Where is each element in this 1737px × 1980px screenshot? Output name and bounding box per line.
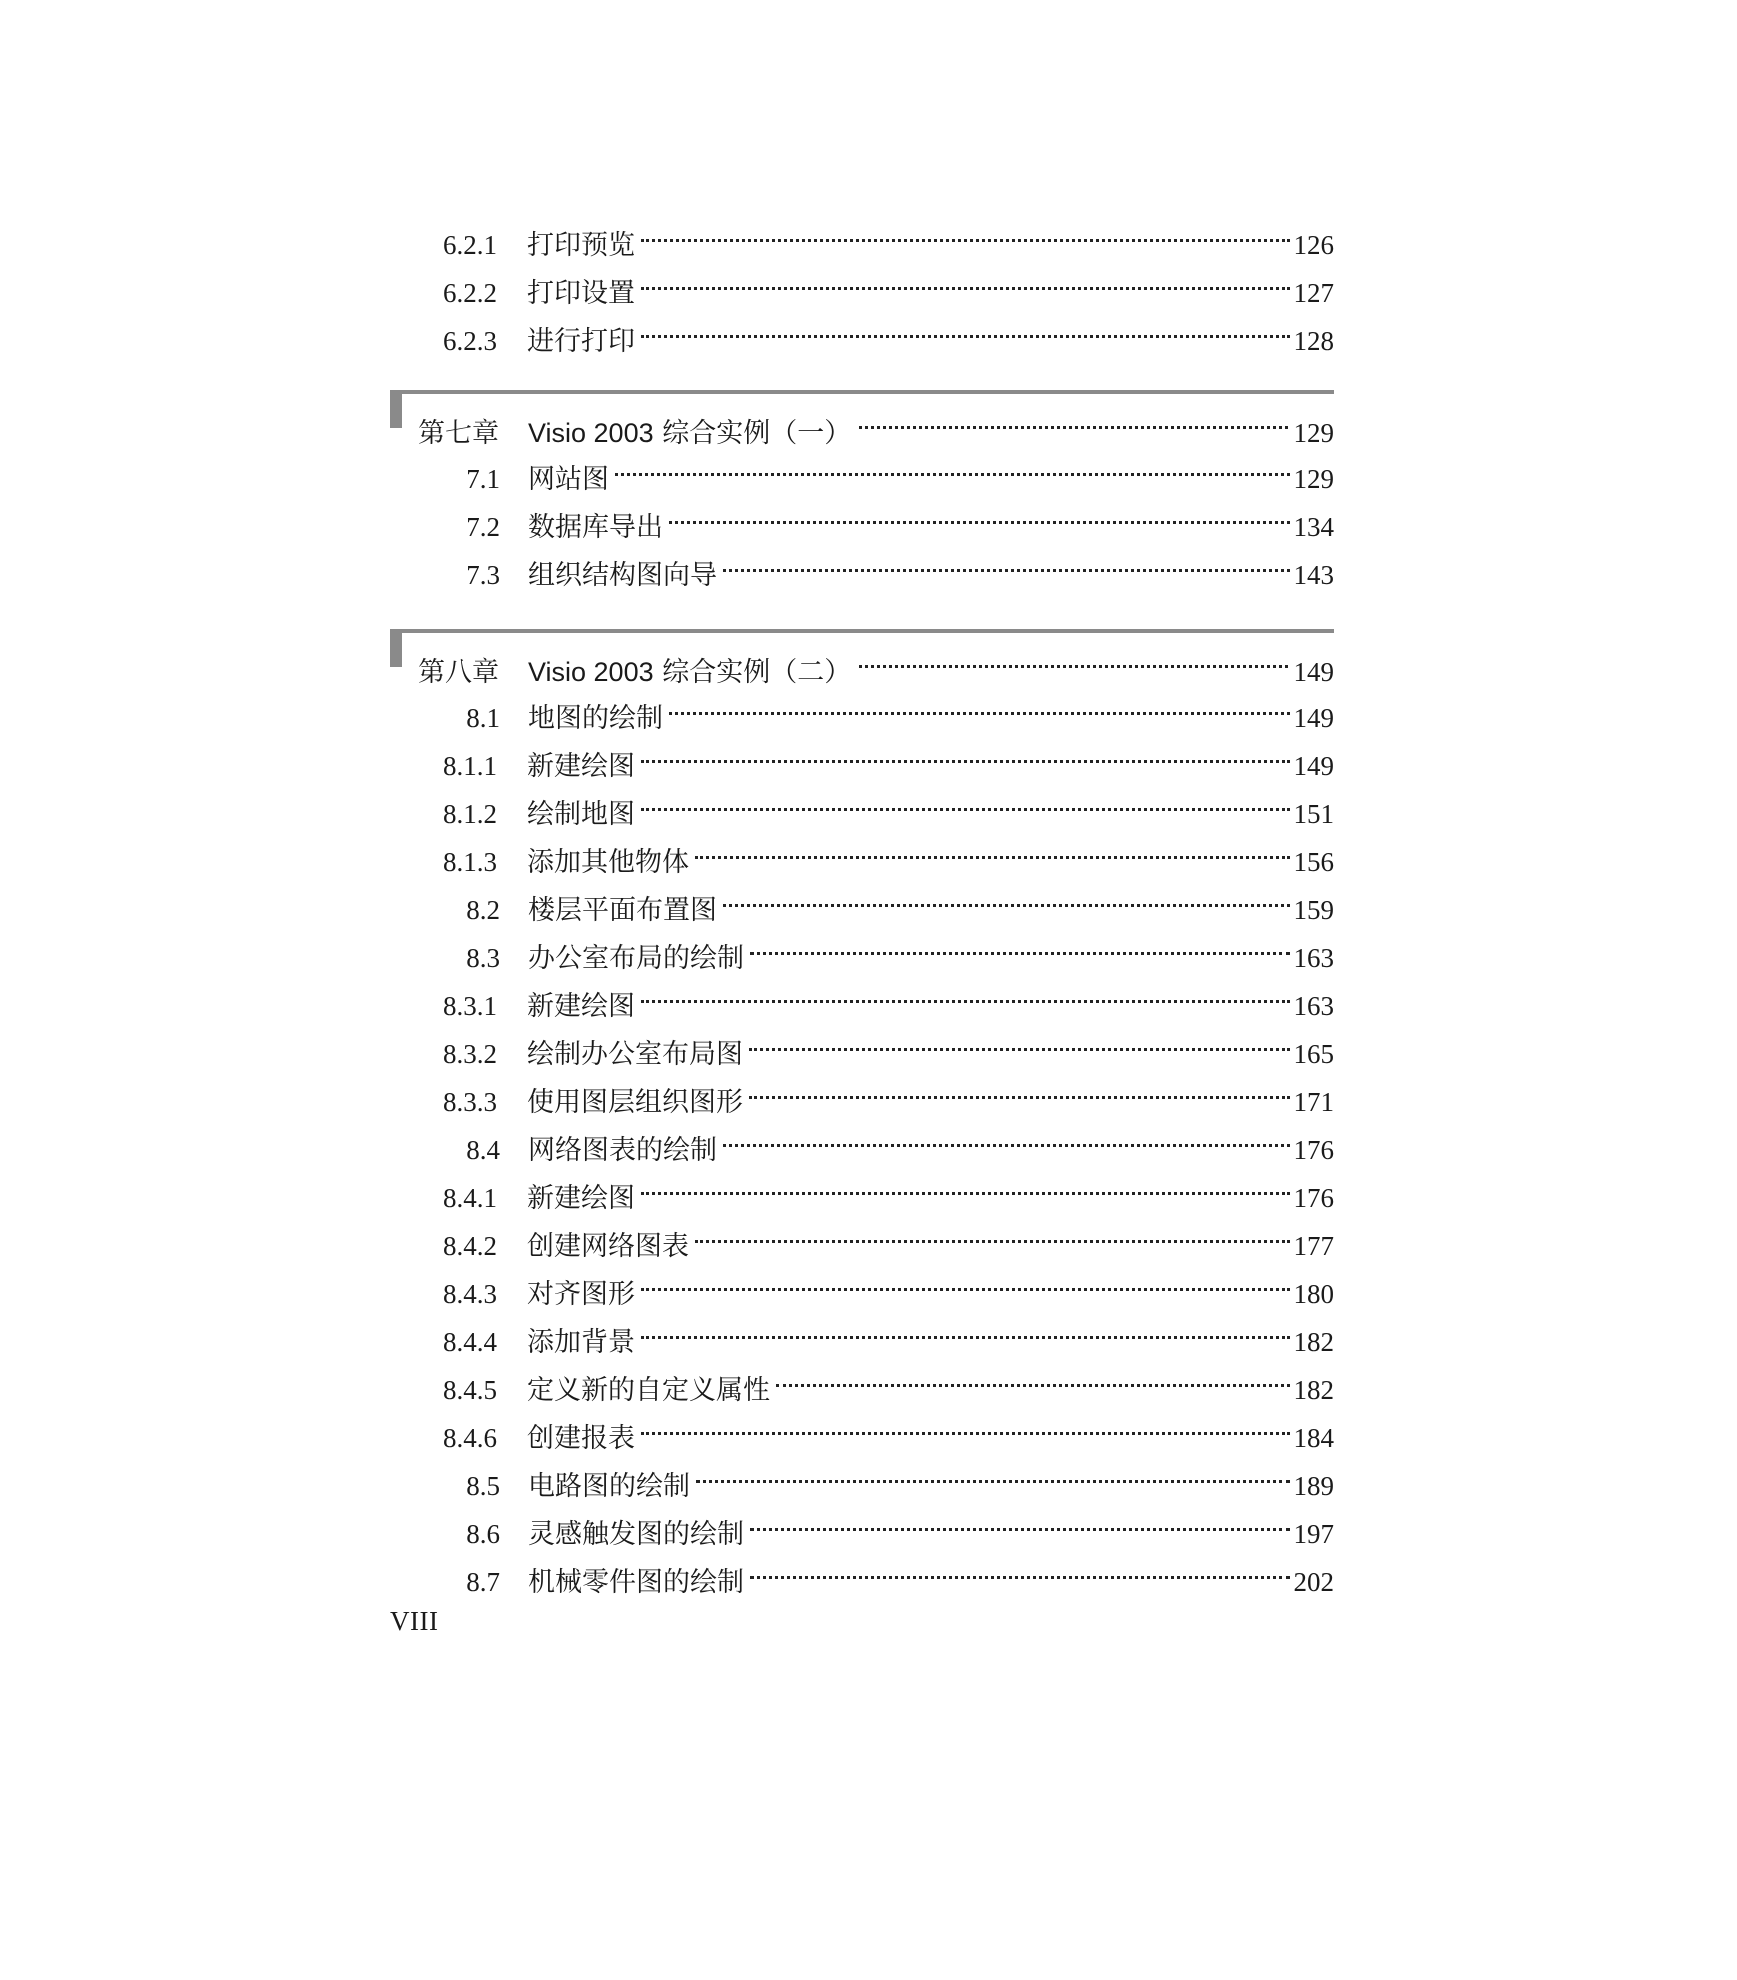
chapter-title-latin: Visio 2003 [528, 657, 654, 687]
dot-leader [639, 1303, 1292, 1351]
chapter-title-cjk: 综合实例（二） [653, 657, 852, 688]
entry-number: 8.4.5 [443, 1375, 497, 1405]
entry-page: 189 [1293, 1471, 1334, 1501]
entry-title: 新建绘图 [527, 1183, 635, 1214]
dot-leader [639, 1255, 1292, 1303]
entry-title: 定义新的自定义属性 [527, 1375, 770, 1406]
entry-title: 电路图的绘制 [528, 1471, 690, 1502]
entry-title: 创建网络图表 [527, 1231, 689, 1262]
entry-number: 8.4.3 [443, 1279, 497, 1309]
entry-page: 176 [1293, 1135, 1334, 1165]
entry-page: 165 [1293, 1039, 1334, 1069]
entry-page: 184 [1293, 1423, 1334, 1453]
dot-leader [748, 1495, 1292, 1543]
dot-leader [639, 206, 1292, 254]
entry-number: 8.1.1 [443, 751, 497, 781]
entry-number: 6.2.2 [443, 278, 497, 308]
entry-number: 6.2.3 [443, 326, 497, 356]
entry-title: 添加背景 [527, 1327, 635, 1358]
entry-number: 8.4.2 [443, 1231, 497, 1261]
chapter-marker [390, 390, 402, 428]
entry-number: 8.4.4 [443, 1327, 497, 1357]
entry-page: 163 [1293, 943, 1334, 973]
toc-chapter-8 [390, 629, 1334, 1598]
dot-leader [639, 254, 1292, 302]
entry-number: 8.7 [466, 1567, 500, 1597]
entry-page: 171 [1293, 1087, 1334, 1117]
dot-leader [721, 871, 1292, 919]
chapter-8-entries [390, 679, 1334, 1598]
entry-title: 新建绘图 [527, 751, 635, 782]
page-folio: VIII [390, 1606, 439, 1636]
entry-page: 129 [1293, 464, 1334, 494]
entry-page: 149 [1293, 703, 1334, 733]
entry-title: 机械零件图的绘制 [528, 1567, 744, 1598]
entry-number: 8.4.6 [443, 1423, 497, 1453]
dot-leader [721, 1111, 1292, 1159]
entry-page: 180 [1293, 1279, 1334, 1309]
dot-leader [667, 488, 1292, 536]
entry-title: 使用图层组织图形 [527, 1087, 743, 1118]
entry-page: 128 [1293, 326, 1334, 356]
dot-leader [639, 1399, 1292, 1447]
dot-leader [667, 679, 1292, 727]
entry-title: 灵感触发图的绘制 [528, 1519, 744, 1550]
entry-page: 202 [1293, 1567, 1334, 1597]
chapter-title-latin: Visio 2003 [528, 418, 654, 448]
entry-title: 新建绘图 [527, 991, 635, 1022]
entry-title: 地图的绘制 [528, 703, 663, 734]
entry-number: 7.1 [466, 464, 500, 494]
entry-title: 组织结构图向导 [528, 560, 717, 591]
dot-leader [774, 1351, 1292, 1399]
entry-page: 143 [1293, 560, 1334, 590]
entry-page: 197 [1293, 1519, 1334, 1549]
entry-number: 8.4.1 [443, 1183, 497, 1213]
entry-page: 182 [1293, 1375, 1334, 1405]
entry-title: 绘制地图 [527, 799, 635, 830]
dot-leader [639, 1159, 1292, 1207]
dot-leader [639, 775, 1292, 823]
dot-leader [857, 633, 1289, 681]
entry-title: 创建报表 [527, 1423, 635, 1454]
entry-number: 8.3 [466, 943, 500, 973]
entry-number: 8.4 [466, 1135, 500, 1165]
dot-leader [857, 394, 1289, 442]
dot-leader [747, 1063, 1292, 1111]
entry-number: 8.2 [466, 895, 500, 925]
dot-leader [747, 1015, 1292, 1063]
entry-page: 149 [1293, 751, 1334, 781]
dot-leader [721, 536, 1292, 584]
dot-leader [639, 967, 1292, 1015]
chapter-marker [390, 629, 402, 667]
entry-page: 163 [1293, 991, 1334, 1021]
entry-title: 对齐图形 [527, 1279, 635, 1310]
chapter-page: 129 [1293, 418, 1334, 448]
entry-title: 绘制办公室布局图 [527, 1039, 743, 1070]
entry-title: 打印预览 [527, 230, 635, 261]
entry-page: 182 [1293, 1327, 1334, 1357]
entry-title: 进行打印 [527, 326, 635, 357]
toc-section-6-2 [390, 206, 1334, 357]
entry-page: 127 [1293, 278, 1334, 308]
entry-title: 楼层平面布置图 [528, 895, 717, 926]
dot-leader [639, 727, 1292, 775]
dot-leader [613, 440, 1292, 488]
entry-number: 8.3.1 [443, 991, 497, 1021]
entry-number: 8.6 [466, 1519, 500, 1549]
entry-number: 8.1.2 [443, 799, 497, 829]
entry-number: 8.1.3 [443, 847, 497, 877]
entry-page: 156 [1293, 847, 1334, 877]
chapter-page: 149 [1293, 657, 1334, 687]
entry-title: 打印设置 [527, 278, 635, 309]
entry-page: 177 [1293, 1231, 1334, 1261]
toc-chapter-7 [390, 390, 1334, 591]
dot-leader [639, 302, 1292, 350]
entry-page: 126 [1293, 230, 1334, 260]
entry-page: 159 [1293, 895, 1334, 925]
entry-number: 7.2 [466, 512, 500, 542]
entry-number: 8.3.3 [443, 1087, 497, 1117]
dot-leader [694, 1447, 1292, 1495]
chapter-label: 第八章 [418, 657, 499, 688]
chapter-label: 第七章 [418, 418, 499, 449]
dot-leader [693, 823, 1292, 871]
entry-number: 7.3 [466, 560, 500, 590]
entry-title: 网站图 [528, 464, 609, 495]
entry-title: 数据库导出 [528, 512, 663, 543]
dot-leader [748, 1543, 1292, 1591]
chapter-title-cjk: 综合实例（一） [653, 418, 852, 449]
toc-entry[interactable] [390, 206, 1334, 261]
entry-page: 151 [1293, 799, 1334, 829]
entry-number: 8.1 [466, 703, 500, 733]
entry-title: 添加其他物体 [527, 847, 689, 878]
entry-number: 8.5 [466, 1471, 500, 1501]
chapter-heading[interactable] [390, 629, 1334, 688]
entry-number: 6.2.1 [443, 230, 497, 260]
chapter-heading[interactable] [390, 390, 1334, 449]
dot-leader [748, 919, 1292, 967]
entry-title: 办公室布局的绘制 [528, 943, 744, 974]
entry-page: 134 [1293, 512, 1334, 542]
entry-title: 网络图表的绘制 [528, 1135, 717, 1166]
entry-number: 8.3.2 [443, 1039, 497, 1069]
dot-leader [693, 1207, 1292, 1255]
entry-page: 176 [1293, 1183, 1334, 1213]
